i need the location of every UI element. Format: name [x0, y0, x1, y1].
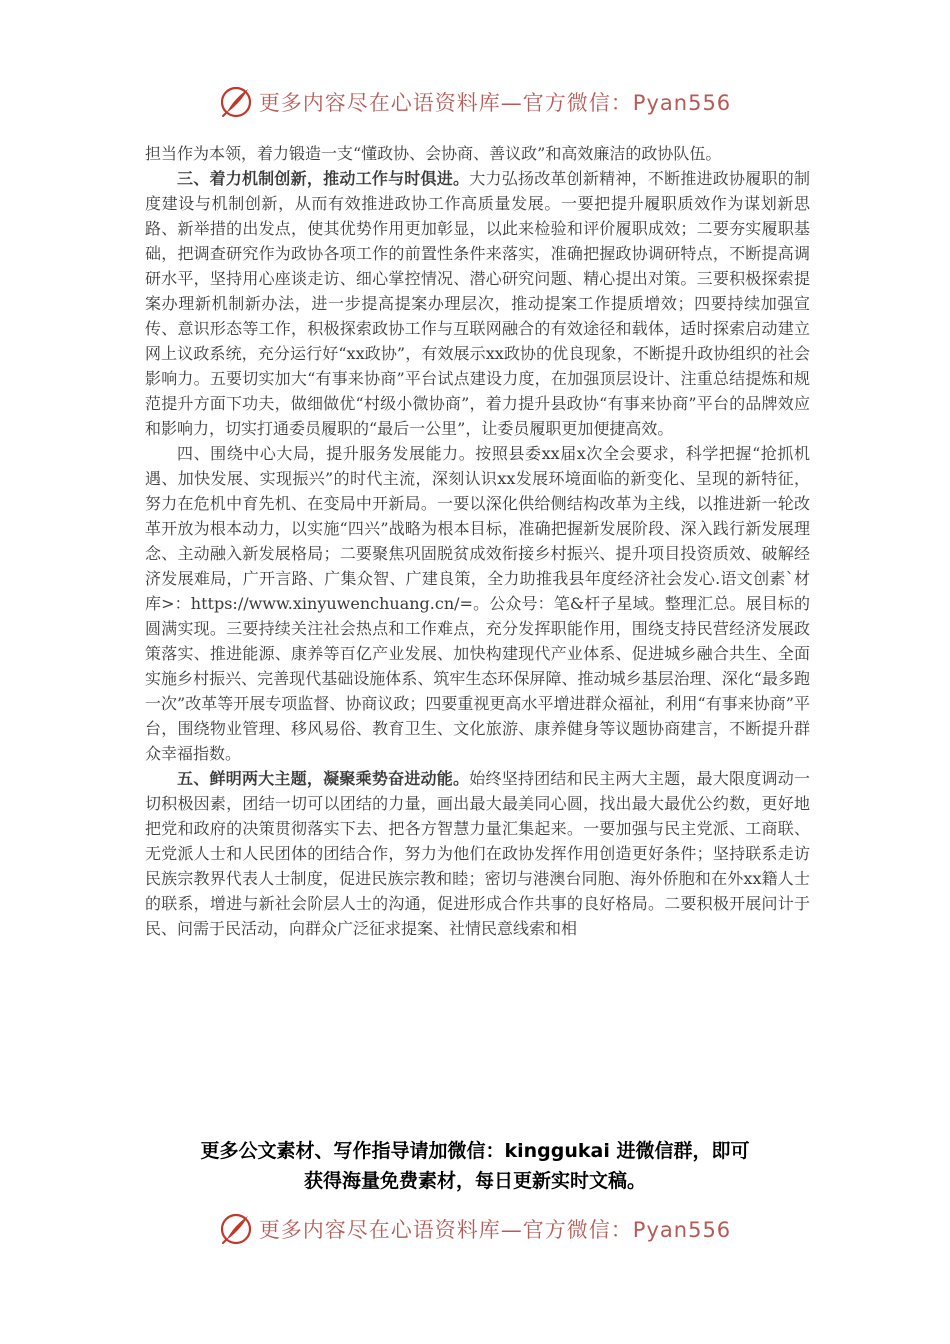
footer-banner	[0, 1207, 950, 1251]
paragraph-2-text: 大力弘扬改革创新精神，不断推进政协履职的制度建设与机制创新，从而有效推进政协工作高质量发展。一要把提升履职质效作为谋划新思路、新举措的出发点，使其优势作用更加彰显，以此来检验和评价履职成效；二要夯实履职基础，把调查研究作为政协各项工作的前置性条件来落实，准确把握政协调研特点，不断提高调研水平，坚持用心座谈走访、细心掌控情况、潜心研究问题、精心提出对策。三要积极探索提案办理新机制新办法，进一步提高提案办理层次，推动提案工作提质增效；四要持续加强宣传、意识形态等工作，积极探索政协工作与互联网融合的有效途径和载体，适时探索启动建立网上议政系统，充分运行好“xx政协”，有效展示xx政协的优良现象，不断提升政协组织的社会影响力。五要切实加大“有事来协商”平台试点建设力度，在加强顶层设计、注重总结提炼和规范提升方面下功夫，做细做优“村级小微协商”，着力提升县政协“有事来协商”平台的品牌效应和影响力，切实打通委员履职的“最后一公里”，让委员履职更加便捷高效。	[145, 169, 810, 438]
paragraph-3	[145, 441, 810, 766]
footer-banner-text: 更多内容尽在心语资料库—官方微信：Pyan556	[258, 1218, 732, 1242]
feather-pen-logo-icon	[219, 85, 253, 119]
paragraph-2	[145, 166, 810, 441]
header-banner-text: 更多内容尽在心语资料库—官方微信：Pyan556	[258, 91, 732, 115]
promo-notice-line-1: 更多公文素材、写作指导请加微信：kinggukai 进微信群，即可	[200, 1140, 750, 1162]
paragraph-4-heading: 五、鲜明两大主题，凝聚乘势奋进动能。	[177, 769, 470, 788]
promo-notice	[120, 1136, 830, 1196]
paragraph-3-text: 四、围绕中心大局，提升服务发展能力。按照县委xx届x次全会要求，科学把握“抢抓机遇、加快发展、实现振兴”的时代主流，深刻认识xx发展环境面临的新变化、呈现的新特征，努力在危机中育先机、在变局中开新局。一要以深化供给侧结构改革为主线，以推进新一轮改革开放为根本动力，以实施“四兴”战略为根本目标，准确把握新发展阶段、深入践行新发展理念、主动融入新发展格局；二要聚焦巩固脱贫成效衔接乡村振兴、提升项目投资质效、破解经济发展难局，广开言路、广集众智、广建良策，全力助推我县年度经济社会发心.语文创素`材库>：https://www.xinyuwenchuang.cn/=。公众号：笔&杆子星域。整理汇总。展目标的圆满实现。三要持续关注社会热点和工作难点，充分发挥职能作用，围绕支持民营经济发展政策落实、推进能源、康养等百亿产业发展、加快构建现代产业体系、促进城乡融合共生、全面实施乡村振兴、完善现代基础设施体系、筑牢生态环保屏障、推动城乡基层治理、深化“最多跑一次”改革等开展专项监督、协商议政；四要重视更高水平增进群众福祉，利用“有事来协商”平台，围绕物业管理、移风易俗、教育卫生、文化旅游、康养健身等议题协商建言，不断提升群众幸福指数。	[145, 444, 810, 763]
paragraph-2-heading: 三、着力机制创新，推动工作与时俱进。	[177, 169, 470, 188]
promo-notice-line-2: 获得海量免费素材，每日更新实时文稿。	[303, 1170, 646, 1192]
document-body	[145, 141, 810, 941]
paragraph-4-text: 始终坚持团结和民主两大主题，最大限度调动一切积极因素，团结一切可以团结的力量，画出最大最美同心圆，找出最大最优公约数，更好地把党和政府的决策贯彻落实下去、把各方智慧力量汇集起来。一要加强与民主党派、工商联、无党派人士和人民团体的团结合作，努力为他们在政协发挥作用创造更好条件；坚持联系走访民族宗教界代表人士制度，促进民族宗教和睦；密切与港澳台同胞、海外侨胞和在外xx籍人士的联系，增进与新社会阶层人士的沟通，促进形成合作共事的良好格局。二要积极开展问计于民、问需于民活动，向群众广泛征求提案、社情民意线索和相	[145, 769, 810, 938]
paragraph-4	[145, 766, 810, 941]
paragraph-1-text: 担当作为本领，着力锻造一支“懂政协、会协商、善议政”和高效廉洁的政协队伍。	[145, 144, 722, 163]
header-banner	[0, 80, 950, 124]
paragraph-1	[145, 141, 810, 166]
feather-pen-logo-icon	[219, 1212, 253, 1246]
